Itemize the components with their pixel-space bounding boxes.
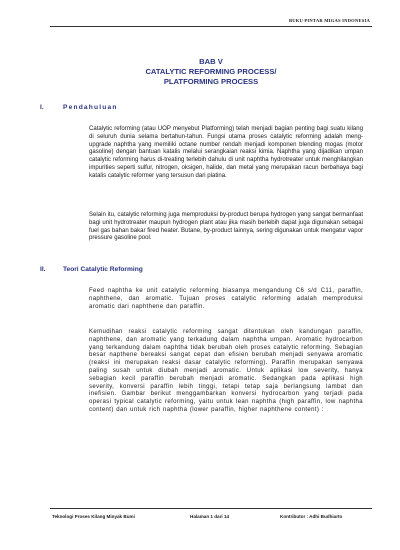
footer-contributor: Kontributor : Adhi Budhiarto: [280, 514, 343, 519]
section-1-title: Pendahuluan: [63, 104, 118, 111]
section-2-paragraph-1: Feed naphtha ke unit catalytic reforming biasanya mengandung C6 s/d C11, paraffin, naphthene, dan aromatic. Tujuan proses catalytic reforming adalah memproduksi aromatic dari naphthene dan paraffin.: [89, 288, 363, 310]
running-header: BUKU PINTAR MIGAS INDONESIA: [289, 18, 370, 23]
footer-book-title: Teknologi Proses Kilang Minyak Bumi: [52, 514, 135, 519]
section-2-title: Teori Catalytic Reforming: [63, 266, 143, 273]
chapter-number: BAB V: [199, 57, 223, 66]
section-1-number: I.: [40, 104, 44, 111]
footer-page-number: Halaman 1 dari 14: [190, 514, 230, 519]
footer-divider: [50, 508, 372, 509]
chapter-title-line-2: PLATFORMING PROCESS: [163, 77, 259, 86]
chapter-title-line-1: CATALYTIC REFORMING PROCESS/: [145, 67, 277, 76]
section-2-paragraph-2: Kemudihan reaksi catalytic reforming sangat ditentukan oleh kandungan paraffin, naphthene, dan aromatic yang terkadung dalam naphtha umpan. Aromatic hydrocarbon yang terkandung dalam naphtha tidak berubah oleh proses catalytic reforming. Sebagian besar napthene bereaksi sangat cepat dan efisien berubah menjadi senyawa aromatic (reaksi ini merupakan reaksi dasar catalytic reforming). Paraffin merupakan senyawa paling susah untuk diubah menjadi aromatic. Untuk aplikasi low severity, hanya sebagian kecil paraffin berubah menjadi aromatic. Sedangkan pada aplikasi high severity, konversi paraffin lebih tinggi, tetapi tetap saja berlangsung lambat dan inefisien. Gambar berikut menggambarkan konversi hydrocarbon yang terjadi pada operasi typical catalytic reforming, yaitu untuk lean naphtha (high paraffin, low naphtha content) dan untuk rich naphtha (lower paraffin, higher naphthene content) :: [89, 329, 363, 413]
header-divider: [50, 26, 372, 27]
section-1-paragraph-1: Catalytic reforming (atau UOP menyebut Platforming) telah menjadi bagian penting bagi suatu kilang di seluruh dunia selama bertahun-tahun. Fungsi utama proses catalytic reforming adalah meng-upgrade naphtha yang memiliki octane number rendah menjadi komponen blending mogas (motor gasoline) dengan bantuan katalis melalui serangkaian reaksi kimia. Naphtha yang dijadikan umpan catalytic reforming harus di-treating terlebih dahulu di unit naphtha hydrotreater untuk menghilangkan impurities seperti sulfur, nitrogen, oksigen, halide, dan metal yang merupakan racun berbahaya bagi katalis catalytic reformer yang tersusun dari platina.: [89, 126, 363, 179]
section-2-number: II.: [40, 266, 46, 273]
section-1-paragraph-2: Selain itu, catalytic reforming juga memproduksi by-product berupa hydrogen yang sangat bermanfaat bagi unit hydrotreater maupun hydrogen plant atau jika masih berlebih dapat juga digunakan sebagai fuel gas bahan bakar fired heater. Butane, by-product lainnya, sering digunakan untuk mengatur vapor pressure gasoline pool.: [89, 212, 363, 242]
